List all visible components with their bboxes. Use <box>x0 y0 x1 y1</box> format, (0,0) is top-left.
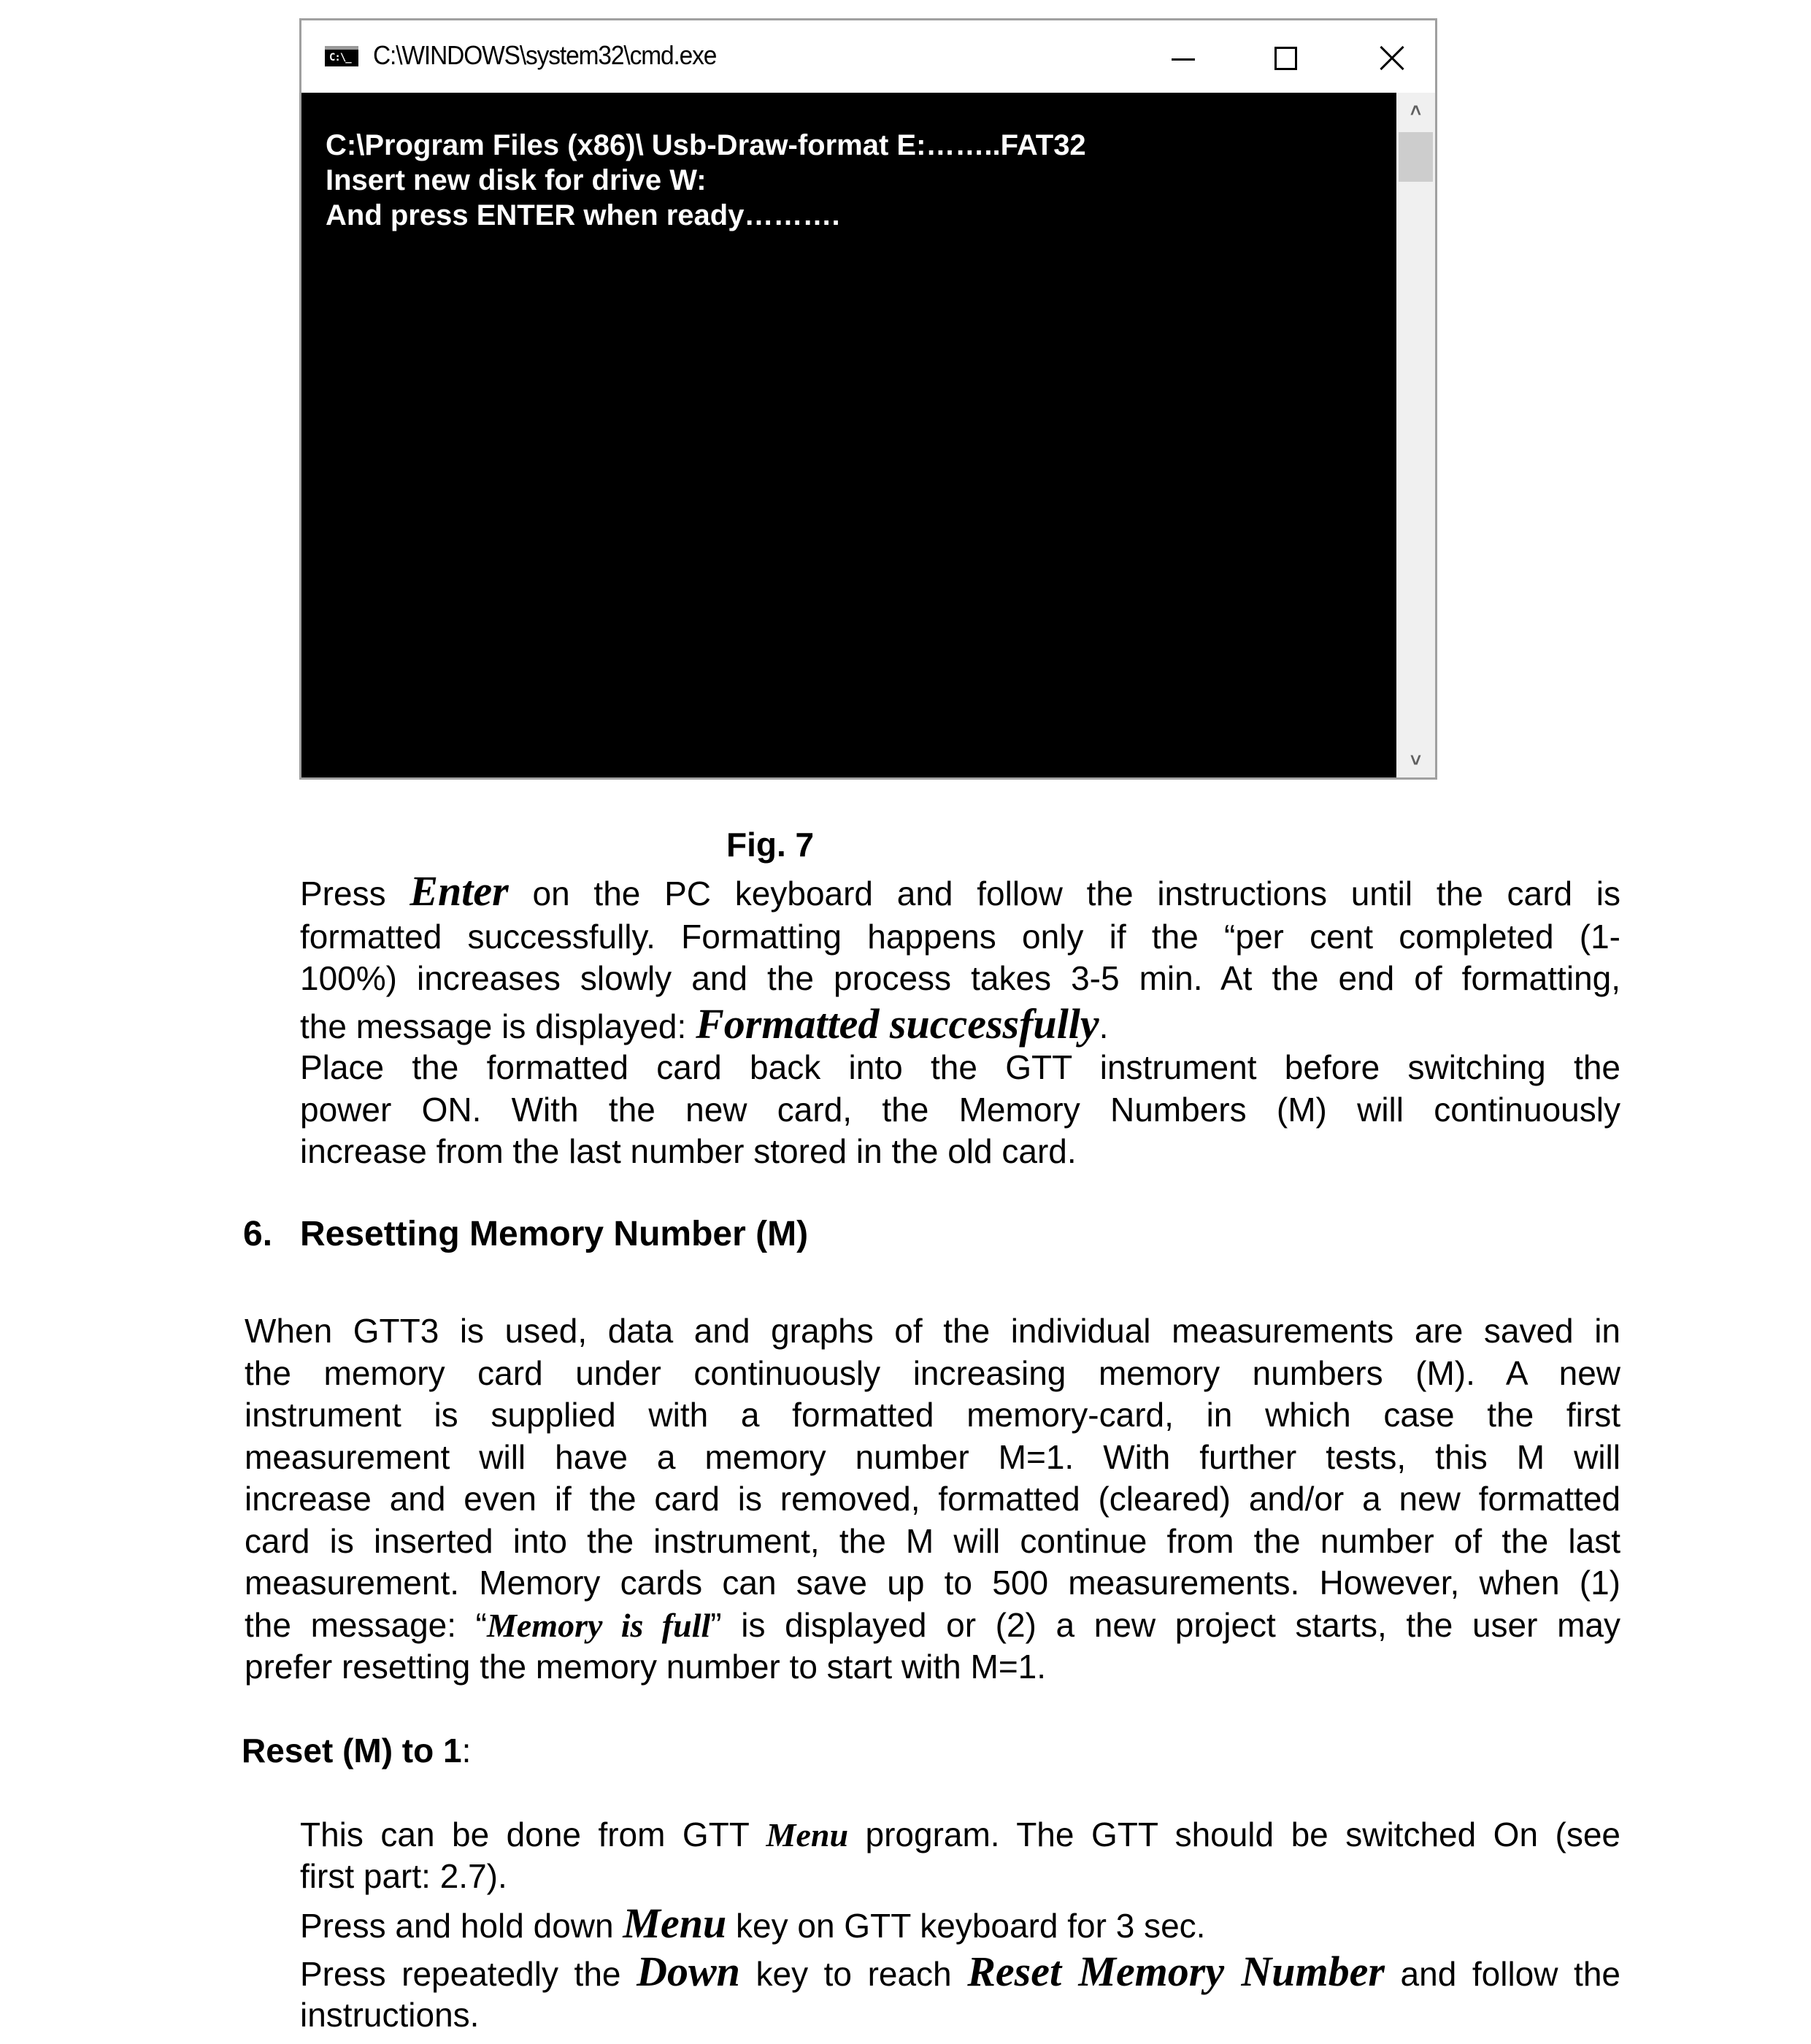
paragraph-line: instrument is supplied with a formatted memory-card, in which case the first <box>245 1396 1620 1434</box>
cmd-window <box>299 18 1437 780</box>
text: . <box>1099 1007 1109 1045</box>
window-title: C:\WINDOWS\system32\cmd.exe <box>373 40 717 70</box>
close-button[interactable] <box>1369 41 1412 77</box>
emphasis-menu-key: Menu <box>623 1899 727 1947</box>
paragraph-line: increase and even if the card is removed, formatted (cleared) and/or a new formatted <box>245 1480 1620 1518</box>
console-line: And press ENTER when ready………. <box>326 199 840 231</box>
paragraph-line <box>300 1000 1620 1048</box>
paragraph-line: 100%) increases slowly and the process takes 3-5 min. At the end of formatting, <box>300 959 1620 997</box>
step-line <box>300 1899 1620 1947</box>
step-line: first part: 2.7). <box>300 1857 507 1895</box>
paragraph-line: card is inserted into the instrument, the M will continue from the number of the last <box>245 1522 1620 1560</box>
scroll-down-arrow-icon[interactable]: ˅ <box>1410 749 1422 771</box>
emphasis-reset-memory-number: Reset Memory Number <box>967 1948 1385 1995</box>
step-line <box>300 1813 1620 1856</box>
text: key to reach <box>739 1955 968 1993</box>
title-bar[interactable] <box>301 20 1435 93</box>
console-line: C:\Program Files (x86)\ Usb-Draw-format E:……..FAT32 <box>326 129 1086 161</box>
paragraph-line <box>300 867 1621 915</box>
console-line: Insert new disk for drive W: <box>326 164 707 196</box>
scrollbar-thumb[interactable] <box>1399 132 1433 182</box>
text: the message is displayed: <box>300 1007 696 1045</box>
paragraph-line: increase from the last number stored in the old card. <box>300 1132 1077 1170</box>
text: This can be done from GTT <box>300 1816 766 1853</box>
paragraph-line: the memory card under continuously increasing memory numbers (M). A new <box>245 1354 1620 1392</box>
cmd-icon-glyph: C:\_ <box>329 52 351 64</box>
text: key on GTT keyboard for 3 sec. <box>726 1907 1206 1945</box>
text: Press <box>300 875 386 912</box>
maximize-button[interactable] <box>1264 41 1307 77</box>
emphasis-menu: Menu <box>766 1816 849 1853</box>
emphasis-memory-is-full: Memory is full <box>486 1607 711 1644</box>
emphasis-formatted-successfully: Formatted successfully <box>696 1000 1099 1048</box>
subheading-label: Reset (M) to 1 <box>242 1732 462 1770</box>
subheading-colon: : <box>461 1732 472 1770</box>
step-line <box>300 1948 1621 1995</box>
paragraph-line: When GTT3 is used, data and graphs of the individual measurements are saved in <box>245 1312 1620 1350</box>
paragraph-line: prefer resetting the memory number to start with M=1. <box>245 1648 1047 1686</box>
paragraph-line: formatted successfully. Formatting happens only if the “per cent completed (1- <box>300 918 1620 956</box>
subheading-reset-m <box>242 1729 471 1772</box>
text: ” is displayed or (2) a new project starts, the user may <box>710 1606 1620 1644</box>
minimize-button[interactable] <box>1161 41 1205 77</box>
paragraph-line: measurement. Memory cards can save up to 500 measurements. However, when (1) <box>245 1564 1620 1602</box>
text: program. The GTT should be switched On (see <box>848 1816 1620 1853</box>
emphasis-enter: Enter <box>410 867 509 915</box>
paragraph-line: power ON. With the new card, the Memory Numbers (M) will continuously <box>300 1091 1620 1129</box>
section-number: 6. <box>243 1215 273 1253</box>
scroll-up-arrow-icon[interactable]: ˄ <box>1410 99 1422 121</box>
text: and follow the <box>1384 1955 1621 1993</box>
emphasis-down-key: Down <box>637 1948 740 1995</box>
console-output[interactable] <box>301 93 1396 777</box>
text: Press repeatedly the <box>300 1955 637 1993</box>
section-title: Resetting Memory Number (M) <box>300 1215 809 1253</box>
figure-caption: Fig. 7 <box>726 826 815 864</box>
paragraph-line: measurement will have a memory number M=1. With further tests, this M will <box>245 1438 1620 1476</box>
text: on the PC keyboard and follow the instructions until the card is <box>532 875 1621 912</box>
text: Press and hold down <box>300 1907 623 1945</box>
cmd-app-icon <box>325 46 358 66</box>
step-line: instructions. <box>300 1996 480 2034</box>
text: the message: “ <box>245 1606 487 1644</box>
paragraph-line: Place the formatted card back into the GTT instrument before switching the <box>300 1048 1620 1086</box>
paragraph-line <box>245 1604 1620 1647</box>
vertical-scrollbar[interactable] <box>1396 93 1435 777</box>
